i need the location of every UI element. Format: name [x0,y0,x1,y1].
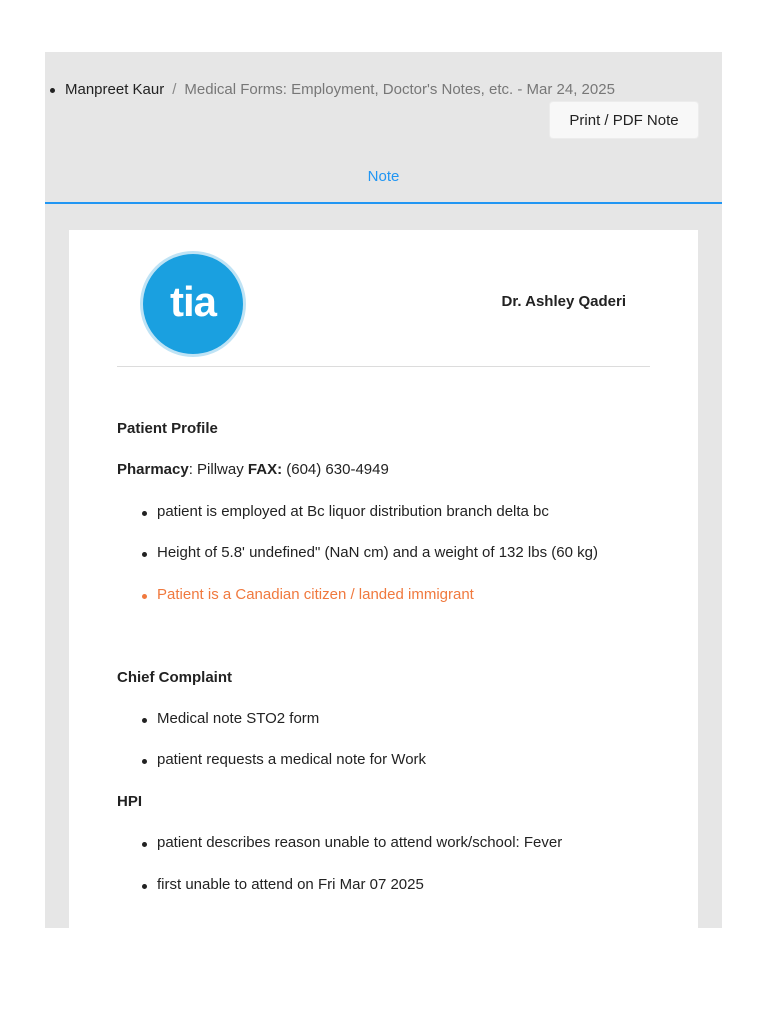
pharmacy-line [117,461,389,478]
tab-note[interactable]: Note [367,168,400,185]
list-item: patient describes reason unable to attend work/school: Fever [117,834,562,851]
list-item: Height of 5.8' undefined" (NaN cm) and a weight of 132 lbs (60 kg) [117,544,598,561]
breadcrumb-patient-link[interactable]: Manpreet Kaur [65,81,165,98]
list-item: Medical note STO2 form [117,710,319,727]
tab-active-indicator [45,202,722,204]
list-item: first unable to attend on Fri Mar 07 2025 [117,876,424,893]
header-divider [117,366,650,367]
breadcrumb [50,80,615,100]
fax-label: FAX: [247,461,283,478]
doctor-name: Dr. Ashley Qaderi [501,293,626,310]
logo-text: tia [169,278,216,325]
note-viewer-panel [45,52,722,928]
breadcrumb-form-title: Medical Forms: Employment, Doctor's Notes, etc. - Mar 24, 2025 [184,81,615,98]
breadcrumb-separator: / [172,81,177,98]
patient-profile-heading: Patient Profile [117,420,218,437]
tia-logo [143,254,243,354]
citizenship-item: Patient is a Canadian citizen / landed immigrant [117,586,474,603]
pharmacy-name: : Pillway [188,461,248,478]
list-item: patient requests a medical note for Work [117,751,426,768]
hpi-heading: HPI [117,793,143,810]
note-document [69,230,698,928]
chief-complaint-heading: Chief Complaint [117,669,232,686]
fax-number: (604) 630-4949 [282,461,389,478]
print-pdf-button[interactable]: Print / PDF Note [550,102,698,138]
pharmacy-label: Pharmacy [117,461,189,478]
list-item: patient is employed at Bc liquor distribution branch delta bc [117,503,549,520]
bullet-icon [50,88,55,93]
